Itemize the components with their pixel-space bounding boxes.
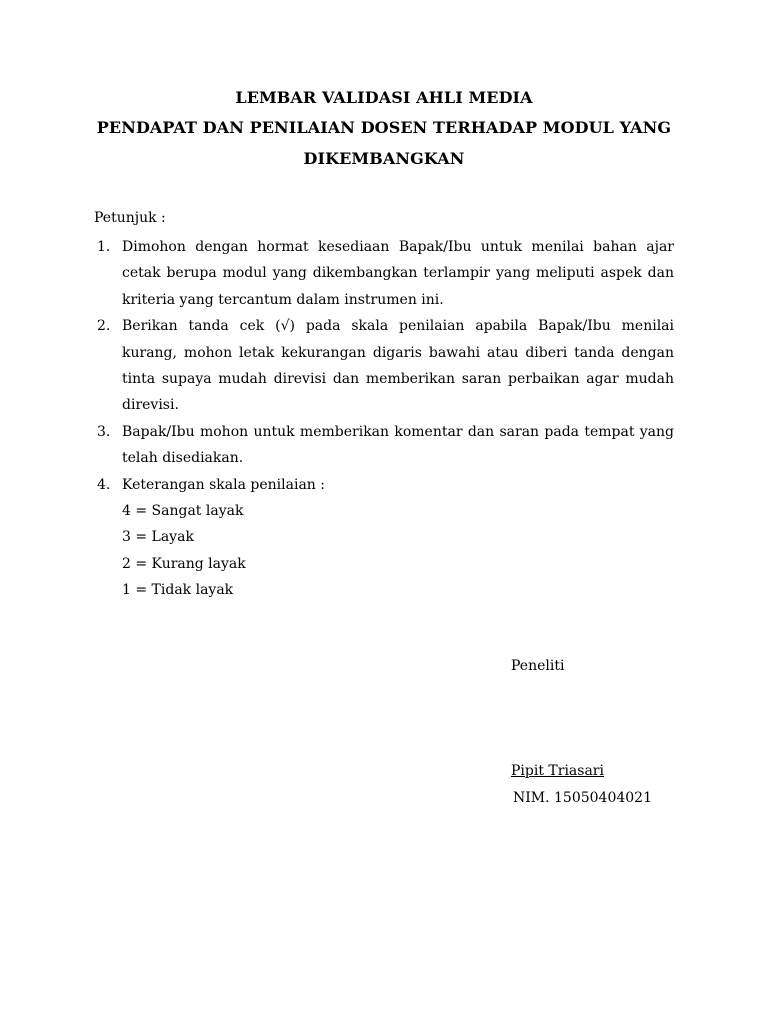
instruction-text: Keterangan skala penilaian :: [122, 476, 325, 493]
signature-role: Peneliti: [511, 658, 565, 674]
instruction-text: Bapak/Ibu mohon untuk memberikan komentar dan saran pada tempat yang telah disediakan.: [122, 423, 674, 467]
instruction-item: [94, 313, 674, 419]
scale-entry: 1 = Tidak layak: [122, 582, 234, 599]
document-subtitle-continued: DIKEMBANGKAN: [303, 149, 465, 168]
document-title: LEMBAR VALIDASI AHLI MEDIA: [235, 88, 533, 107]
signature-nim: NIM. 15050404021: [513, 790, 652, 806]
instructions-list: [94, 234, 674, 604]
document-subtitle: PENDAPAT DAN PENILAIAN DOSEN TERHADAP MODUL YANG: [96, 118, 672, 137]
instruction-item: [94, 419, 674, 472]
instruction-item: [94, 472, 674, 604]
instruction-text: Dimohon dengan hormat kesediaan Bapak/Ibu untuk menilai bahan ajar cetak berupa modul yang dikembangkan terlampir yang meliputi aspek dan kriteria yang tercantum dalam instrumen ini.: [122, 239, 674, 308]
scale-entry: 2 = Kurang layak: [122, 555, 246, 572]
instruction-number: 1.: [97, 239, 111, 255]
instructions-heading: Petunjuk :: [94, 210, 166, 226]
signature-name: Pipit Triasari: [511, 763, 604, 779]
instruction-text: Berikan tanda cek (√) pada skala penilaian apabila Bapak/Ibu menilai kurang, mohon letak kekurangan digaris bawahi atau diberi tanda dengan tinta supaya mudah direvisi dan memberikan saran perbaikan agar mudah direvisi.: [122, 318, 674, 414]
instruction-number: 4.: [97, 476, 111, 493]
scale-entry: 4 = Sangat layak: [122, 503, 244, 520]
instruction-item: [94, 234, 674, 313]
scale-entry: 3 = Layak: [122, 529, 194, 546]
instruction-number: 2.: [97, 318, 111, 335]
instruction-number: 3.: [97, 423, 111, 440]
